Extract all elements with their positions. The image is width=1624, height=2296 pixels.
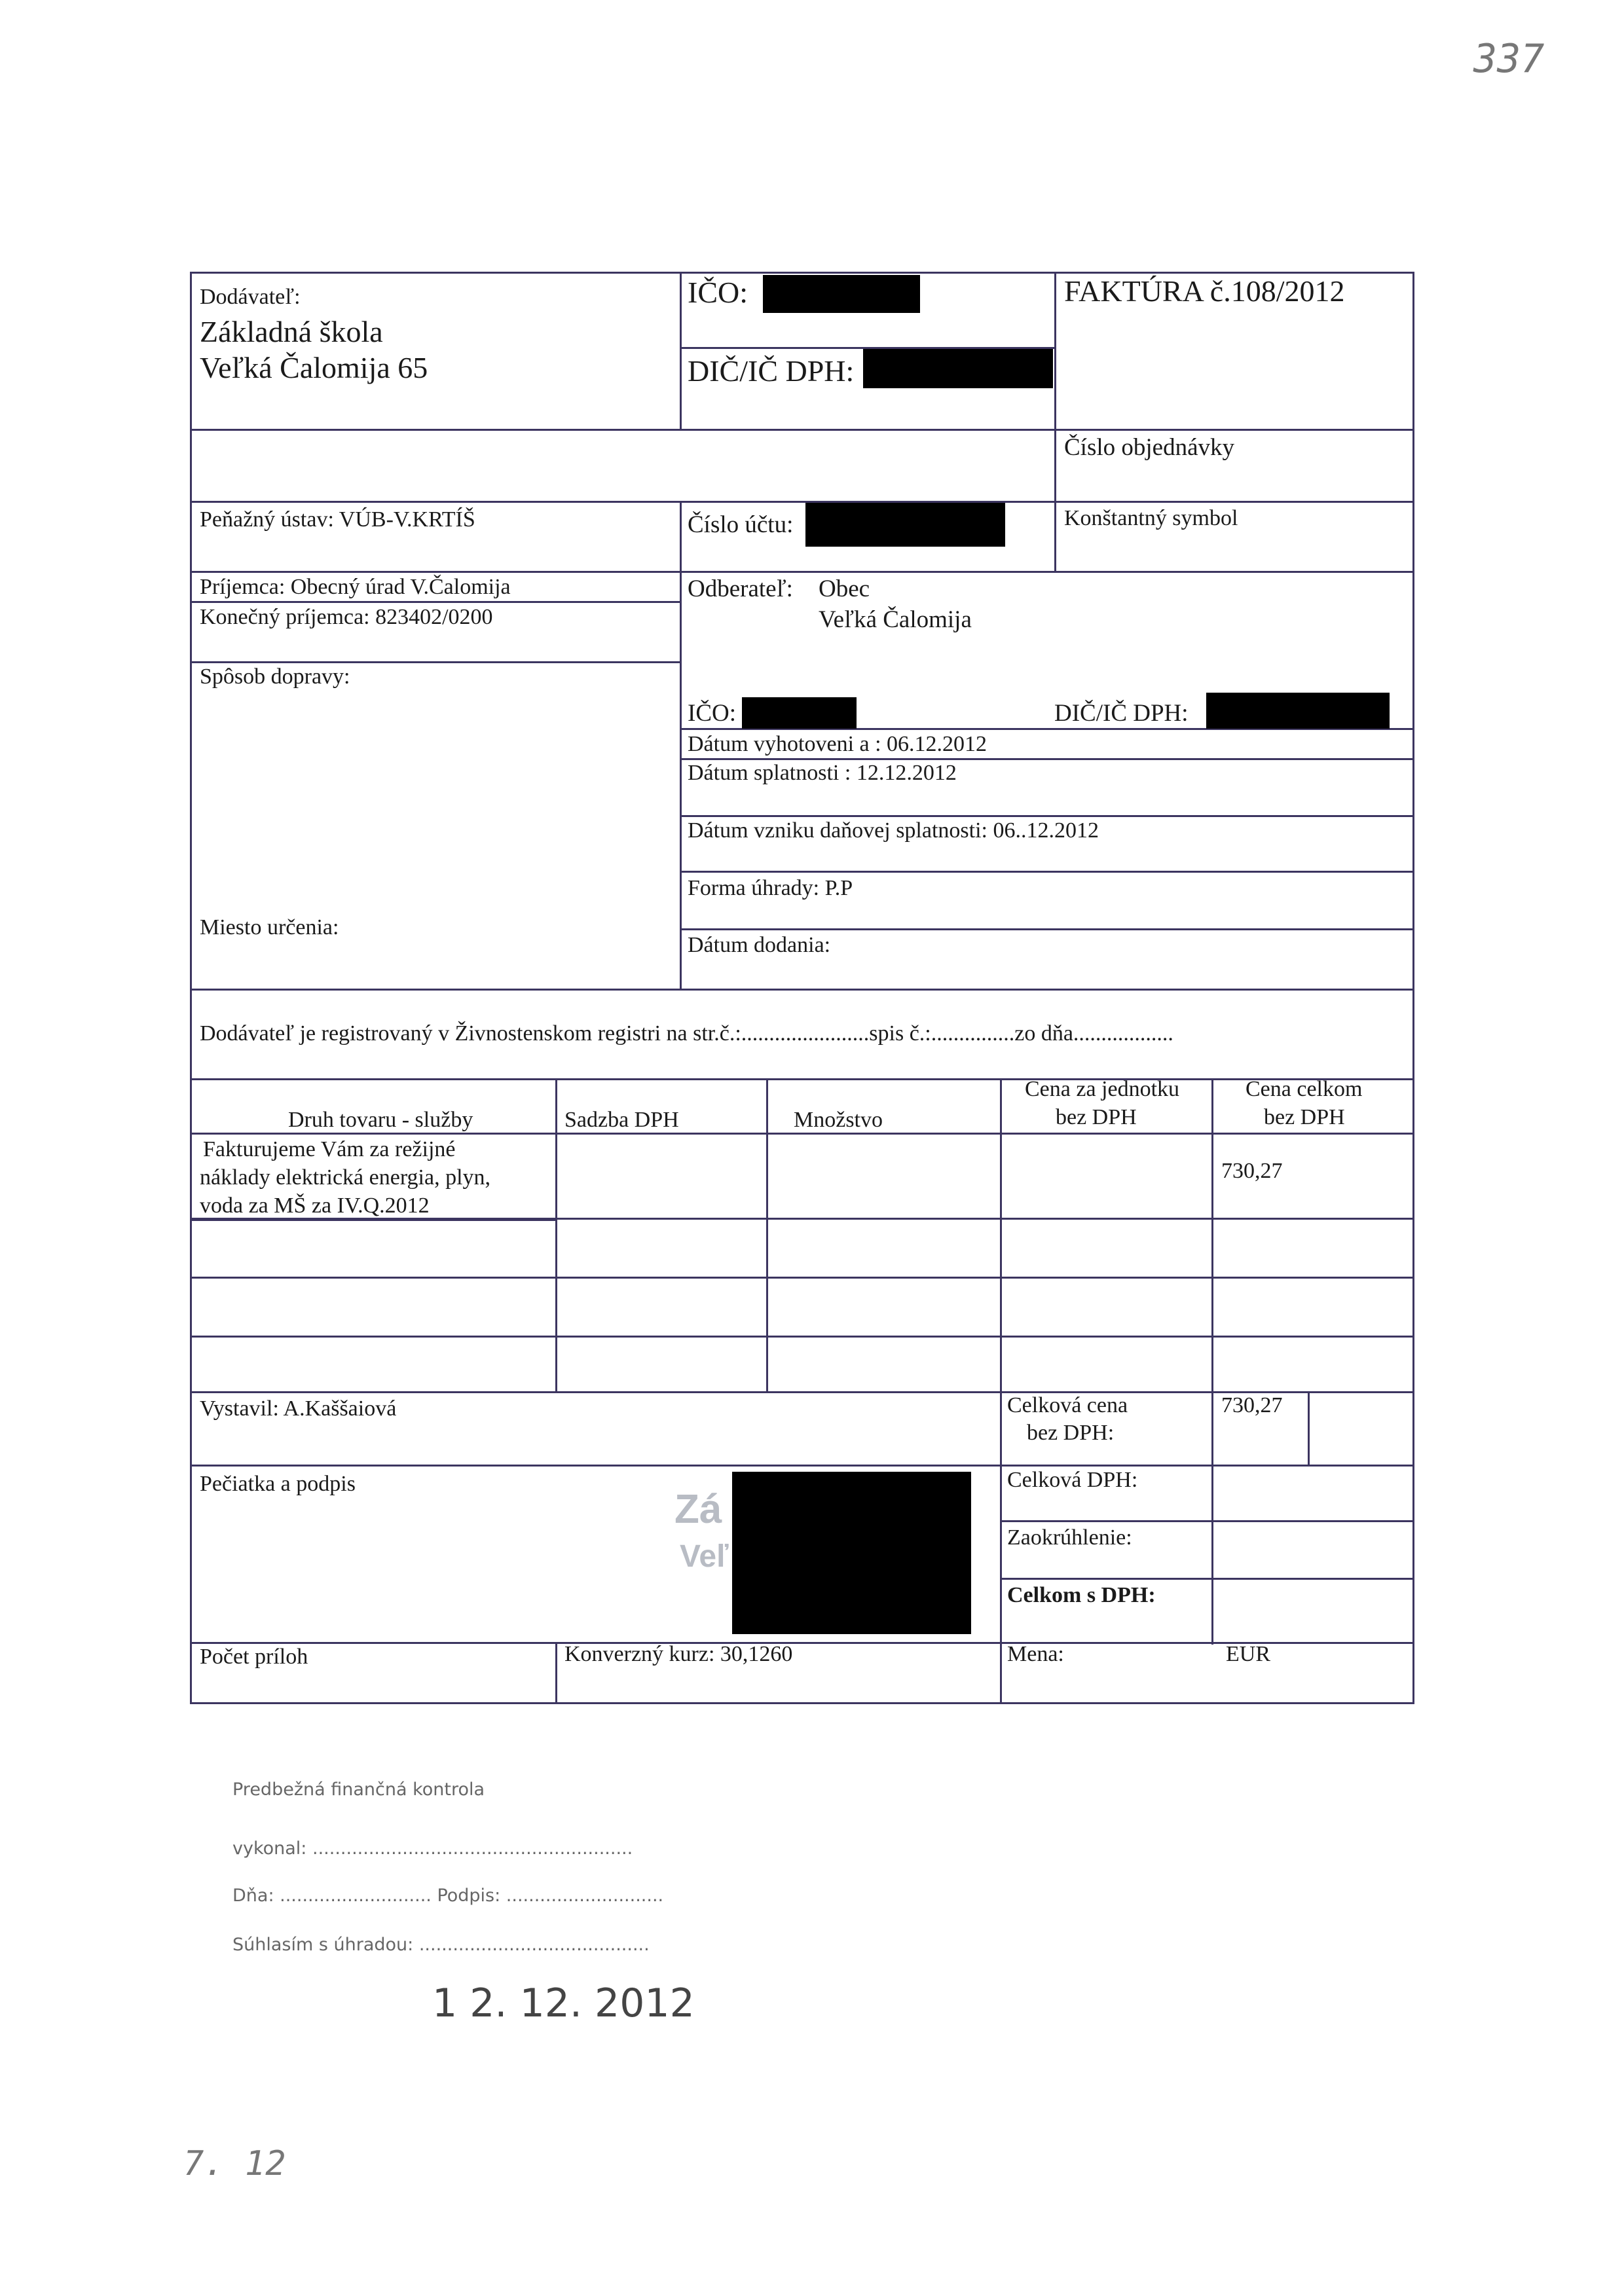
totals-col-extra — [1308, 1391, 1310, 1467]
stamp-text-2: Veľ — [680, 1539, 729, 1574]
issue-date-line — [680, 758, 1414, 760]
stamp-text-1: Zá — [674, 1487, 722, 1532]
supplier-dic-label: DIČ/IČ DPH: — [688, 354, 855, 388]
handwritten-note: 7. 12 — [183, 2144, 286, 2183]
payment-form: Forma úhrady: P.P — [688, 876, 853, 900]
totals-col-label — [1000, 1391, 1002, 1704]
rounding-label: Zaokrúhlenie: — [1007, 1525, 1132, 1550]
due-date: Dátum splatnosti : 12.12.2012 — [688, 761, 957, 785]
issued-by: Vystavil: A.Kaššaiová — [200, 1396, 397, 1421]
bank-row-line — [190, 571, 1414, 573]
rounding-line — [1000, 1578, 1414, 1580]
invoice-title: FAKTÚRA č.108/2012 — [1064, 274, 1345, 308]
total-header-1: Cena celkom — [1246, 1077, 1363, 1101]
account-divider — [680, 501, 682, 573]
customer-label: Odberateľ: — [688, 575, 793, 602]
items-col-2 — [766, 1078, 768, 1391]
redacted-supplier-dic — [863, 349, 1053, 388]
items-col-4 — [1211, 1078, 1213, 1391]
recipient-underline — [190, 601, 680, 603]
order-number-label: Číslo objednávky — [1064, 434, 1235, 461]
transport-label: Spôsob dopravy: — [200, 665, 350, 689]
frame-left — [190, 272, 192, 1704]
registry-bottom-line — [190, 1078, 1414, 1080]
control-stamp-approval: Súhlasím s úhradou: ......................................... — [232, 1935, 650, 1955]
stamp-label: Pečiatka a podpis — [200, 1472, 356, 1496]
items-row2-line — [190, 1277, 1414, 1279]
recipient: Príjemca: Obecný úrad V.Čalomija — [200, 575, 511, 599]
control-stamp-date-signature: Dňa: ........................... Podpis: ............................ — [232, 1886, 664, 1906]
redacted-stamp-signature — [732, 1472, 971, 1634]
attachments-label: Počet príloh — [200, 1645, 308, 1669]
payment-line — [680, 928, 1414, 930]
delivery-date: Dátum dodania: — [688, 933, 831, 957]
supplier-label: Dodávateľ: — [200, 285, 301, 309]
total-without-vat-label-2: bez DPH: — [1027, 1421, 1115, 1445]
items-header-line — [190, 1133, 1414, 1135]
issue-date: Dátum vyhotoveni a : 06.12.2012 — [688, 732, 987, 756]
item-description-1: Fakturujeme Vám za režijné — [203, 1137, 456, 1161]
control-stamp-date: 1 2. 12. 2012 — [432, 1980, 695, 2026]
customer-ico-label: IČO: — [688, 700, 736, 727]
supplier-address: Veľká Čalomija 65 — [200, 351, 428, 384]
items-col-3 — [1000, 1078, 1002, 1391]
header-divider-1 — [680, 272, 682, 429]
items-row3-line — [190, 1336, 1414, 1338]
tax-date: Dátum vzniku daňovej splatnosti: 06..12.2012 — [688, 818, 1099, 843]
item-description-underline — [190, 1219, 555, 1221]
total-without-vat-value: 730,27 — [1221, 1393, 1283, 1417]
vat-rate-header: Sadzba DPH — [564, 1108, 679, 1132]
item-description-2: náklady elektrická energia, plyn, — [200, 1165, 491, 1190]
order-row-line — [190, 501, 1414, 503]
supplier-ico-label: IČO: — [688, 276, 748, 309]
customer-dic-label: DIČ/IČ DPH: — [1054, 700, 1189, 727]
frame-right — [1412, 272, 1414, 1704]
header-row-line — [190, 429, 1414, 431]
total-without-vat-label-1: Celková cena — [1007, 1393, 1128, 1417]
item-total: 730,27 — [1221, 1159, 1283, 1183]
unit-price-header-2: bez DPH — [1056, 1105, 1137, 1129]
redacted-account-number — [805, 503, 1005, 547]
page-number-note: 337 — [1473, 36, 1545, 82]
items-col-1 — [555, 1078, 557, 1391]
unit-price-header-1: Cena za jednotku — [1025, 1077, 1180, 1101]
header-divider-2 — [1054, 272, 1056, 573]
quantity-header: Množstvo — [794, 1108, 883, 1132]
constant-symbol-label: Konštantný symbol — [1064, 506, 1238, 530]
total-with-vat-label: Celkom s DPH: — [1007, 1583, 1156, 1607]
final-recipient: Konečný príjemca: 823402/0200 — [200, 605, 493, 629]
control-stamp-performed: vykonal: ......................................................... — [232, 1838, 633, 1859]
customer-name-2: Veľká Čalomija — [819, 606, 972, 633]
registry-line: Dodávateľ je registrovaný v Živnostenskom registri na str.č.:.......................spis č.:...............zo dňa.................. — [200, 1021, 1173, 1046]
customer-name-1: Obec — [819, 575, 870, 602]
issued-by-line — [190, 1465, 1414, 1467]
control-stamp-title: Predbežná finančná kontrola — [232, 1779, 485, 1800]
conversion-rate: Konverzný kurz: 30,1260 — [564, 1642, 793, 1666]
bank-name: Peňažný ústav: VÚB-V.KRTÍŠ — [200, 507, 475, 532]
delivery-line — [190, 989, 1414, 991]
redacted-customer-dic — [1206, 693, 1390, 729]
redacted-customer-ico — [742, 697, 857, 729]
middle-divider — [680, 571, 682, 990]
goods-header: Druh tovaru - služby — [288, 1108, 473, 1132]
currency-label: Mena: — [1007, 1642, 1064, 1666]
due-date-line — [680, 815, 1414, 817]
redacted-supplier-ico — [763, 275, 920, 313]
destination-label: Miesto určenia: — [200, 915, 339, 939]
account-label: Číslo účtu: — [688, 511, 794, 538]
supplier-name: Základná škola — [200, 315, 383, 348]
totals-col-value — [1211, 1391, 1213, 1645]
final-recipient-underline — [190, 661, 680, 663]
frame-bottom — [190, 1702, 1414, 1704]
total-vat-label: Celková DPH: — [1007, 1468, 1138, 1492]
vat-total-line — [1000, 1520, 1414, 1522]
total-header-2: bez DPH — [1264, 1105, 1345, 1129]
item-description-3: voda za MŠ za IV.Q.2012 — [200, 1194, 430, 1218]
currency-value: EUR — [1226, 1642, 1270, 1666]
tax-date-line — [680, 871, 1414, 873]
attachments-divider — [555, 1642, 557, 1704]
